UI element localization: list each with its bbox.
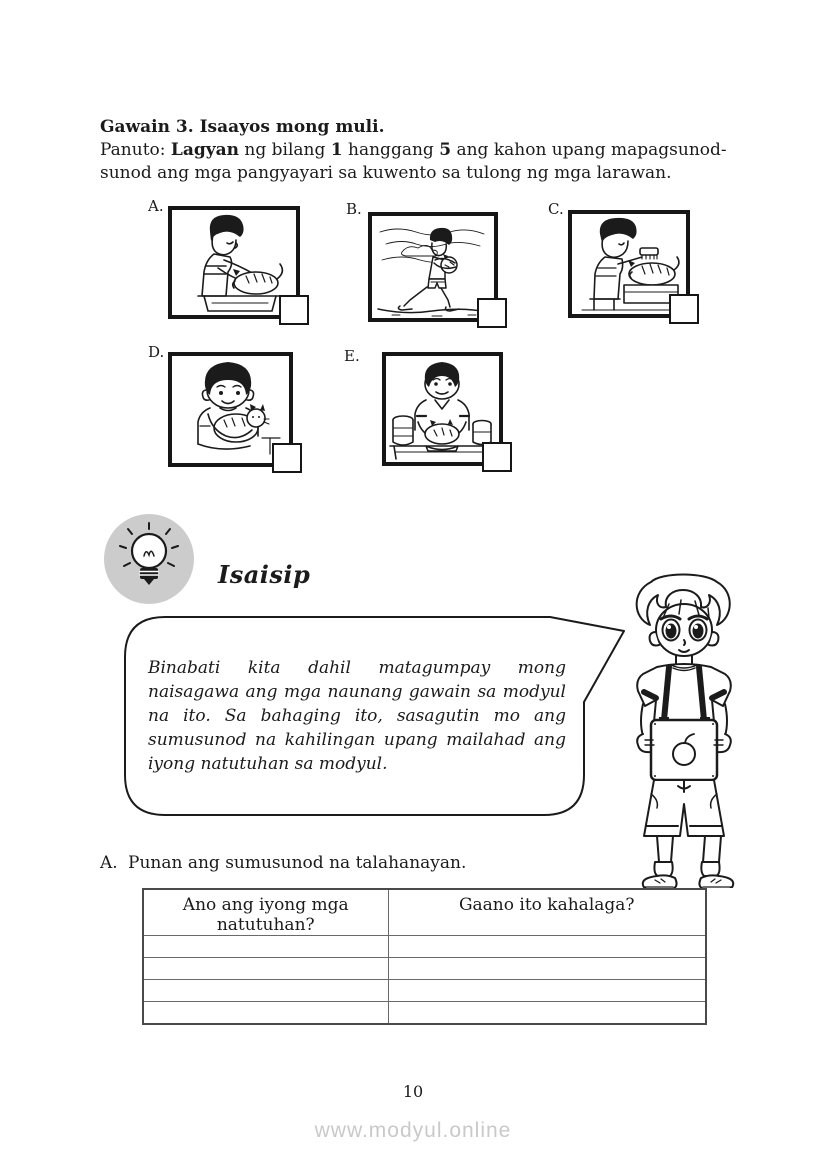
sequence-answer-box-b[interactable] (477, 298, 507, 328)
table-cell[interactable] (143, 980, 388, 1002)
table-cell[interactable] (143, 1002, 388, 1024)
section-a-prompt (100, 853, 466, 873)
sequence-answer-box-c[interactable] (669, 294, 699, 324)
watermark: www.modyul.online (314, 1119, 512, 1142)
table-row (143, 936, 706, 958)
sequence-answer-box-a[interactable] (279, 295, 309, 325)
table-cell[interactable] (143, 958, 388, 980)
instruction-segment: Panuto: (100, 140, 171, 160)
sequence-answer-box-d[interactable] (272, 443, 302, 473)
table-cell[interactable] (388, 936, 706, 958)
panel-label-d: D. (148, 343, 165, 361)
picture-panel-c (568, 210, 690, 318)
section-a-text: Punan ang sumusunod na talahanayan. (128, 853, 467, 873)
panel-label-b: B. (346, 200, 362, 218)
instruction-segment-bold: 1 (330, 140, 343, 160)
page-number: 10 (402, 1082, 424, 1101)
table-cell[interactable] (388, 980, 706, 1002)
panel-label-c: C. (548, 200, 564, 218)
boy-holding-laptop-illustration (605, 570, 771, 888)
instruction-segment-bold: Lagyan (170, 140, 240, 160)
panel-label-e: E. (344, 347, 360, 365)
instruction-segment: hanggang (342, 140, 440, 160)
activity-title: Gawain 3. Isaayos mong muli. (100, 117, 385, 137)
table-header-row (143, 889, 706, 936)
table-row (143, 958, 706, 980)
table-cell[interactable] (388, 958, 706, 980)
activity-instructions (100, 139, 752, 185)
worksheet-table (142, 888, 707, 1025)
picture-panel-d (168, 352, 293, 467)
activity-header (100, 116, 752, 185)
table-header-kahalaga: Gaano ito kahalaga? (388, 889, 706, 936)
lightbulb-icon (104, 514, 194, 604)
instruction-segment-bold: 5 (439, 140, 452, 160)
picture-panel-a (168, 206, 300, 319)
table-cell[interactable] (143, 936, 388, 958)
table-row (143, 1002, 706, 1024)
boy-washing-cat-illustration (172, 210, 296, 315)
table-row (143, 980, 706, 1002)
section-a-label: A. (100, 853, 118, 873)
panel-label-a: A. (148, 197, 164, 215)
picture-panel-e (382, 352, 503, 466)
picture-panel-b (368, 212, 498, 322)
instruction-segment: ang kahon upang mapagsunod-sunod ang mga pangyayari sa kuwento sa tulong ng mga larawan. (100, 140, 727, 183)
isaisip-heading: Isaisip (218, 560, 311, 589)
table-header-natutuhan: Ano ang iyong mga natutuhan? (143, 889, 388, 936)
table-cell[interactable] (388, 1002, 706, 1024)
sequence-answer-box-e[interactable] (482, 442, 512, 472)
speech-bubble-text: Binabati kita dahil matagumpay mong naisagawa ang mga naunang gawain sa modyul na ito. Sa bahaging ito, sasagutin mo ang sumusunod na kahilingan upang mailahad ang iyong natutuhan sa modyul. (148, 658, 566, 774)
boy-carrying-cat-illustration (372, 216, 494, 318)
instruction-segment: ng bilang (239, 140, 331, 160)
